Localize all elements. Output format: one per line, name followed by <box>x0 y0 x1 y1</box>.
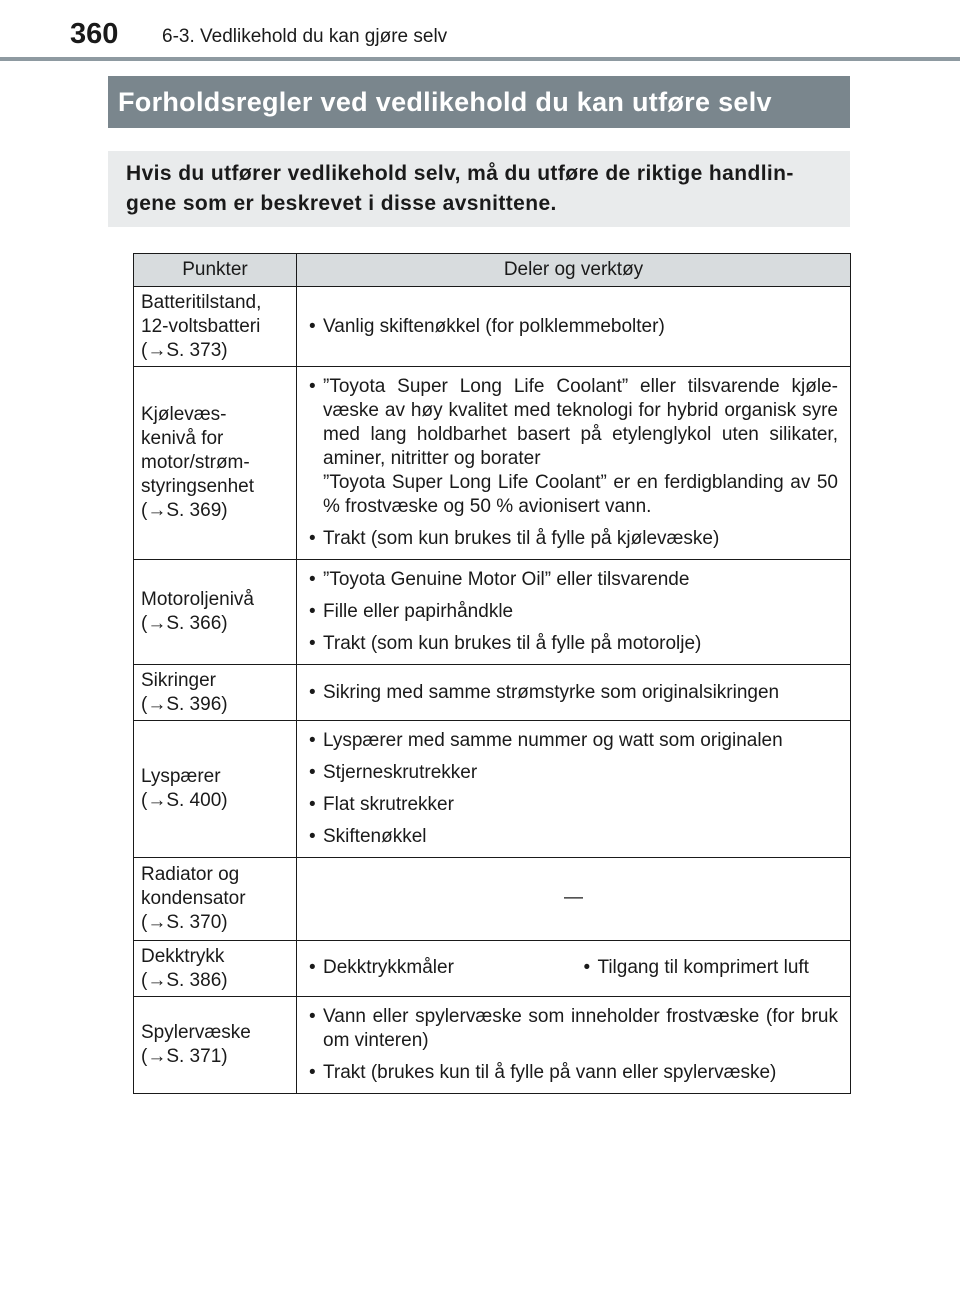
point-cell <box>134 721 297 858</box>
point-line: Batteritilstand, <box>141 291 262 313</box>
table-row <box>134 997 851 1094</box>
page-reference: (→S. 369) <box>141 500 228 521</box>
item-text: Tilgang til komprimert luft <box>597 956 809 978</box>
page-reference: (→S. 370) <box>141 912 228 933</box>
item-list <box>309 568 838 656</box>
two-column-items <box>309 956 838 980</box>
intro-line-2: gene som er beskrevet i disse avsnittene. <box>126 192 557 215</box>
items-cell <box>297 367 851 560</box>
point-cell <box>134 287 297 367</box>
bullet-icon: • <box>309 528 316 549</box>
list-item <box>309 632 838 656</box>
list-item <box>309 315 838 339</box>
list-item <box>309 825 838 849</box>
page-reference: (→S. 396) <box>141 693 228 715</box>
items-cell <box>297 941 851 997</box>
point-line: Motoroljenivå <box>141 589 254 610</box>
point-cell <box>134 665 297 721</box>
item-text: Lyspærer med samme nummer og watt som originalen <box>323 730 783 751</box>
bullet-icon: • <box>309 730 316 751</box>
table-row <box>134 560 851 665</box>
item-text: ”Toyota Genuine Motor Oil” eller tilsvarende <box>323 569 690 590</box>
page-reference: (→S. 366) <box>141 613 228 634</box>
parts-table <box>133 253 851 1094</box>
column-header-parts: Deler og verktøy <box>297 254 851 287</box>
item-text: Skiftenøkkel <box>323 826 427 847</box>
item-list <box>309 1005 838 1085</box>
list-item <box>309 729 838 753</box>
point-line: Sikringer <box>141 669 216 691</box>
page-title: Forholdsregler ved vedlikehold du kan utføre selv <box>118 86 772 117</box>
page-reference: (→S. 373) <box>141 339 228 361</box>
items-cell <box>297 997 851 1094</box>
point-line: kenivå for <box>141 428 224 449</box>
point-line: styringsenhet <box>141 476 255 497</box>
item-list <box>309 375 838 551</box>
item-text: Vann eller spylervæske som inneholder frostvæske (for bruk om vinteren) <box>323 1006 838 1051</box>
point-line: Lyspærer <box>141 766 221 787</box>
bullet-icon: • <box>309 315 316 337</box>
item-text: Flat skrutrekker <box>323 794 454 815</box>
bullet-icon: • <box>583 956 591 978</box>
item-text: Vanlig skiftenøkkel (for polklemmebolter) <box>323 315 665 337</box>
bullet-icon: • <box>309 633 316 654</box>
bullet-icon: • <box>309 569 316 590</box>
items-cell <box>297 287 851 367</box>
point-line: Radiator og <box>141 864 240 885</box>
list-item <box>309 681 838 705</box>
list-item <box>309 600 838 624</box>
bullet-icon: • <box>309 1062 316 1083</box>
bullet-icon: • <box>309 601 316 622</box>
table-row <box>134 665 851 721</box>
section-title: 6-3. Vedlikehold du kan gjøre selv <box>162 26 448 47</box>
item-text: Fille eller papirhåndkle <box>323 601 514 622</box>
list-item <box>309 568 838 592</box>
item-text: Dekktrykkmåler <box>323 956 454 978</box>
item-list <box>309 315 838 339</box>
item-text: Stjerneskrutrekker <box>323 762 478 783</box>
bullet-icon: • <box>309 762 316 783</box>
title-bar <box>108 76 850 128</box>
page-number: 360 <box>70 18 119 50</box>
list-item <box>583 956 838 980</box>
empty-dash: — <box>564 887 583 908</box>
page-header <box>0 0 960 60</box>
list-item <box>309 761 838 785</box>
list-item <box>309 793 838 817</box>
items-cell <box>297 858 851 941</box>
point-line: kondensator <box>141 888 246 909</box>
list-item <box>309 1061 838 1085</box>
bullet-icon: • <box>309 1006 316 1027</box>
list-item <box>309 1005 838 1053</box>
items-cell <box>297 665 851 721</box>
table-row <box>134 858 851 941</box>
header-divider <box>0 57 960 61</box>
table-row <box>134 287 851 367</box>
point-cell <box>134 997 297 1094</box>
table-row <box>134 941 851 997</box>
bullet-icon: • <box>309 956 316 978</box>
item-text: Trakt (brukes kun til å fylle på vann eller spylervæske) <box>323 1062 777 1083</box>
page-reference: (→S. 386) <box>141 969 228 991</box>
item-list <box>309 729 838 849</box>
point-cell <box>134 941 297 997</box>
page-reference: (→S. 400) <box>141 790 228 811</box>
bullet-icon: • <box>309 826 316 847</box>
table-header-row <box>134 254 851 287</box>
intro-box <box>108 151 850 227</box>
table-row <box>134 367 851 560</box>
table-row <box>134 721 851 858</box>
point-line: Spylervæske <box>141 1022 251 1043</box>
items-cell <box>297 560 851 665</box>
bullet-icon: • <box>309 376 316 397</box>
item-text: Trakt (som kun brukes til å fylle på kjølevæske) <box>323 528 720 549</box>
list-item <box>309 527 838 551</box>
bullet-icon: • <box>309 794 316 815</box>
point-line: Kjølevæs- <box>141 404 227 425</box>
point-cell <box>134 858 297 941</box>
intro-text <box>126 159 832 219</box>
point-cell <box>134 367 297 560</box>
point-line: 12-voltsbatteri <box>141 315 261 337</box>
point-line: motor/strøm- <box>141 452 250 473</box>
column-header-points: Punkter <box>134 254 297 287</box>
item-text: Sikring med samme strømstyrke som originalsikringen <box>323 681 780 703</box>
item-text: Trakt (som kun brukes til å fylle på motorolje) <box>323 633 702 654</box>
item-text: ”Toyota Super Long Life Coolant” eller tilsvarende kjøle-væske av høy kvalitet med teknologi for hybrid organisk syre med lang holdbarhet basert på etylenglykol uten silikater, aminer, nitritter og borater <box>323 376 838 469</box>
bullet-icon: • <box>309 681 316 703</box>
point-line: Dekktrykk <box>141 945 225 967</box>
intro-line-1: Hvis du utfører vedlikehold selv, må du utføre de riktige handlin- <box>126 162 794 185</box>
item-note: ”Toyota Super Long Life Coolant” er en ferdigblanding av 50 % frostvæske og 50 % avionisert vann. <box>323 472 838 517</box>
point-cell <box>134 560 297 665</box>
list-item <box>309 956 583 980</box>
list-item <box>309 375 838 519</box>
items-cell <box>297 721 851 858</box>
item-list <box>309 681 838 705</box>
page-reference: (→S. 371) <box>141 1046 228 1067</box>
